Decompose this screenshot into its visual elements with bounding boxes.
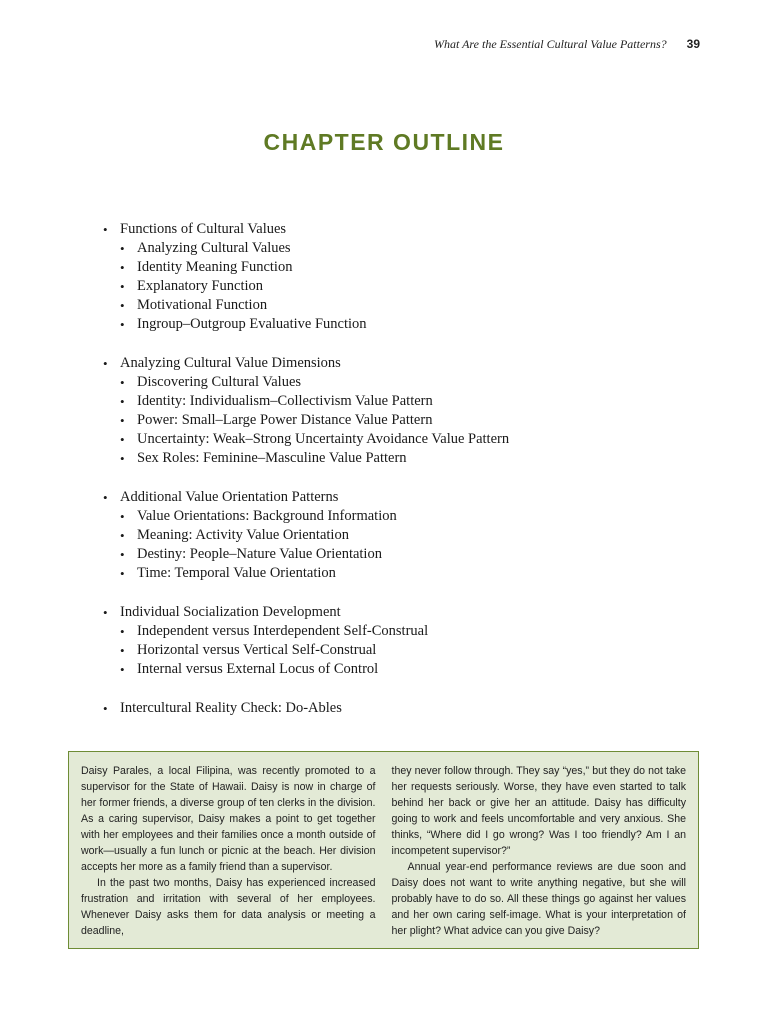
outline-heading-text: Individual Socialization Development (120, 604, 341, 620)
outline-sub-item (120, 239, 663, 258)
chapter-outline-list (103, 220, 663, 738)
outline-item-text: Independent versus Interdependent Self-Construal (137, 623, 429, 639)
bullet-icon: • (120, 317, 125, 332)
outline-sub-list (103, 507, 663, 583)
outline-section (103, 354, 663, 468)
outline-sub-list (103, 239, 663, 334)
bullet-icon: • (120, 566, 125, 581)
outline-section (103, 603, 663, 679)
bullet-icon: • (120, 547, 125, 562)
case-paragraph: In the past two months, Daisy has experienced increased frustration and irritation with several of her employees. Whenever Daisy asks them for data analysis or meeting a deadline, (81, 877, 376, 937)
outline-item-text: Analyzing Cultural Values (137, 240, 291, 256)
outline-sub-item (120, 411, 663, 430)
running-title: What Are the Essential Cultural Value Patterns? (433, 37, 667, 51)
bullet-icon: • (120, 375, 125, 390)
bullet-icon: • (120, 260, 125, 275)
outline-sub-item (120, 296, 663, 315)
case-paragraph: they never follow through. They say “yes,” but they do not take her requests seriously. Worse, they have even started to talk behind her back or give her an attitude. Daisy has difficulty going to work and feels uncomfortable and very anxious. She thinks, “Where did I go wrong? Was I too friendly? Am I an incompetent supervisor?” (391, 765, 686, 857)
outline-item-text: Discovering Cultural Values (137, 374, 302, 390)
outline-sub-item (120, 526, 663, 545)
outline-item-text: Destiny: People–Nature Value Orientation (137, 546, 382, 562)
bullet-icon: • (120, 662, 125, 677)
outline-sub-item (120, 564, 663, 583)
bullet-icon: • (120, 528, 125, 543)
bullet-icon: • (103, 490, 108, 505)
bullet-icon: • (103, 356, 108, 371)
case-study-box (68, 751, 699, 949)
bullet-icon: • (120, 279, 125, 294)
outline-sub-list (103, 622, 663, 679)
outline-sub-item (120, 258, 663, 277)
outline-sub-item (120, 449, 663, 468)
outline-sub-item (120, 277, 663, 296)
outline-heading-text: Additional Value Orientation Patterns (120, 489, 339, 505)
outline-sub-item (120, 373, 663, 392)
page-number: 39 (686, 37, 700, 51)
outline-item-text: Explanatory Function (137, 278, 264, 294)
case-paragraph: Annual year-end performance reviews are due soon and Daisy does not want to write anything negative, but she will probably have to do so. All these things go against her values and her own caring self-image. What is your interpretation of her plight? What advice can you give Daisy? (391, 861, 686, 937)
outline-item-text: Internal versus External Locus of Control (137, 661, 379, 677)
outline-heading-text: Intercultural Reality Check: Do-Ables (120, 700, 342, 716)
outline-item-text: Motivational Function (137, 297, 268, 313)
bullet-icon: • (120, 394, 125, 409)
outline-section-heading (103, 354, 663, 373)
bullet-icon: • (120, 413, 125, 428)
outline-section (103, 488, 663, 583)
case-column-left (81, 763, 376, 938)
outline-item-text: Meaning: Activity Value Orientation (137, 527, 349, 543)
running-head (434, 37, 700, 52)
outline-item-text: Sex Roles: Feminine–Masculine Value Pattern (137, 450, 407, 466)
bullet-icon: • (120, 509, 125, 524)
outline-sub-list (103, 373, 663, 468)
outline-item-text: Uncertainty: Weak–Strong Uncertainty Avoidance Value Pattern (137, 431, 510, 447)
bullet-icon: • (120, 643, 125, 658)
outline-sub-item (120, 545, 663, 564)
outline-item-text: Power: Small–Large Power Distance Value Pattern (137, 412, 433, 428)
outline-sub-item (120, 392, 663, 411)
case-column-right (392, 763, 687, 938)
outline-section (103, 699, 663, 718)
outline-sub-item (120, 430, 663, 449)
outline-sub-item (120, 315, 663, 334)
outline-sub-item (120, 660, 663, 679)
outline-item-text: Value Orientations: Background Information (137, 508, 397, 524)
outline-section-heading (103, 603, 663, 622)
bullet-icon: • (120, 432, 125, 447)
bullet-icon: • (103, 701, 108, 716)
bullet-icon: • (103, 605, 108, 620)
bullet-icon: • (103, 222, 108, 237)
outline-section-heading (103, 488, 663, 507)
outline-item-text: Identity Meaning Function (137, 259, 293, 275)
outline-heading-text: Analyzing Cultural Value Dimensions (120, 355, 341, 371)
outline-item-text: Identity: Individualism–Collectivism Value Pattern (137, 393, 433, 409)
outline-section-heading (103, 220, 663, 239)
bullet-icon: • (120, 298, 125, 313)
outline-heading-text: Functions of Cultural Values (120, 221, 287, 237)
outline-item-text: Horizontal versus Vertical Self-Construal (137, 642, 377, 658)
outline-item-text: Ingroup–Outgroup Evaluative Function (137, 316, 367, 332)
chapter-title: CHAPTER OUTLINE (263, 129, 505, 155)
outline-section-heading (103, 699, 663, 718)
outline-sub-item (120, 507, 663, 526)
bullet-icon: • (120, 241, 125, 256)
outline-sub-item (120, 622, 663, 641)
case-paragraph: Daisy Parales, a local Filipina, was recently promoted to a supervisor for the State of Hawaii. Daisy is now in charge of her former friends, a diverse group of ten clerks in the division. As a caring supervisor, Daisy makes a point to get together with her employees and their families once a month outside of work—usually a fun lunch or picnic at the beach. Her division accepts her more as a family friend than a supervisor. (81, 765, 376, 873)
outline-item-text: Time: Temporal Value Orientation (137, 565, 336, 581)
bullet-icon: • (120, 451, 125, 466)
outline-sub-item (120, 641, 663, 660)
bullet-icon: • (120, 624, 125, 639)
outline-section (103, 220, 663, 334)
